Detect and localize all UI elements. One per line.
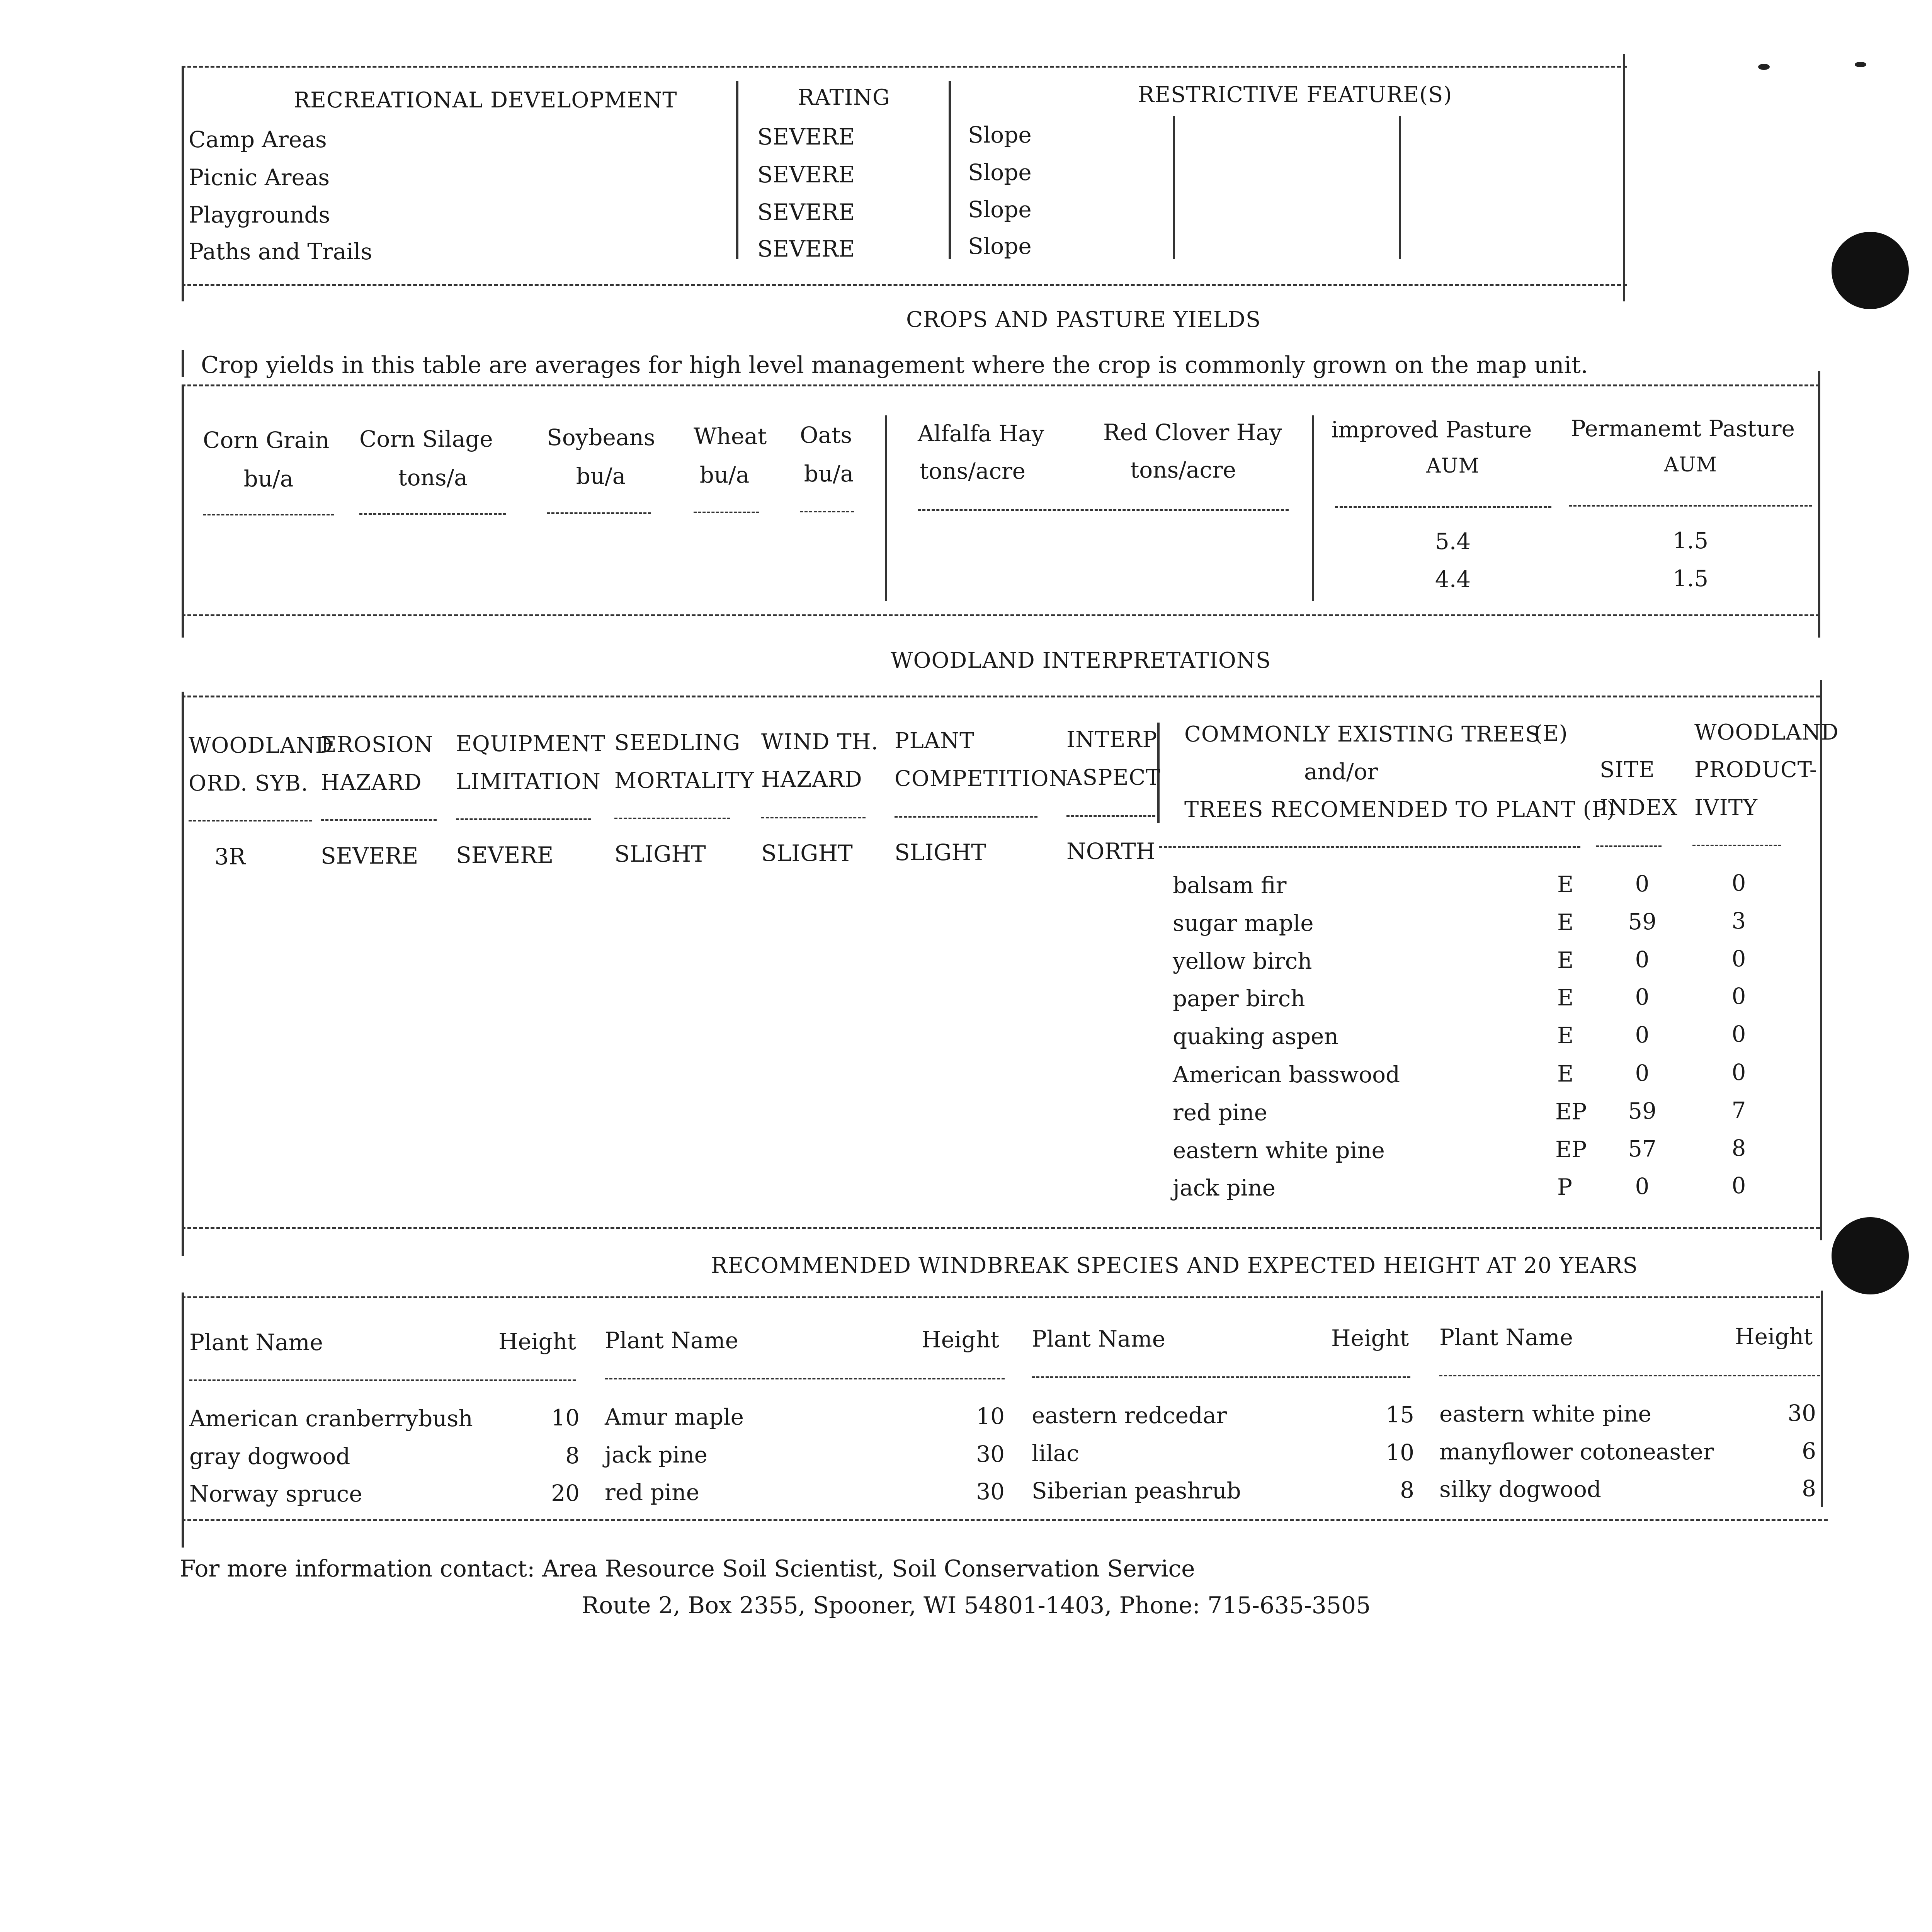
woodland-aspect-value: NORTH [1066, 838, 1156, 864]
windbreak-plant: Siberian peashrub [1032, 1478, 1241, 1504]
tree-site-index: 0 [1635, 1022, 1650, 1048]
woodland-header: EROSION [321, 732, 434, 757]
border [1399, 116, 1401, 259]
crops-note: Crop yields in this table are averages for high level management where the crop is commonly grown on the map unit. [201, 352, 1588, 379]
woodland-header: ASPECT [1066, 765, 1161, 790]
border [182, 66, 184, 301]
windbreak-height: 10 [1386, 1439, 1414, 1466]
windbreak-height: 30 [1787, 1400, 1816, 1426]
divider [182, 696, 1820, 697]
recreation-feature: Slope [968, 122, 1032, 148]
tree-code: E [1557, 985, 1574, 1011]
column-underline [1159, 846, 1580, 848]
windbreak-header-plant: Plant Name [1032, 1326, 1165, 1352]
recreation-activity: Camp Areas [189, 126, 327, 153]
divider [182, 1296, 1820, 1298]
woodland-wind-value: SLIGHT [761, 840, 853, 866]
border [1821, 1291, 1823, 1507]
crops-col-soybeans: Soybeans [547, 424, 655, 451]
tree-name: sugar maple [1173, 910, 1314, 936]
crops-unit: tons/acre [1130, 457, 1236, 483]
border [1312, 415, 1314, 601]
recreation-header-restrictive: RESTRICTIVE FEATURE(S) [1138, 82, 1452, 107]
border [1820, 680, 1822, 1240]
recreation-rating: SEVERE [757, 199, 855, 225]
speck-mark [1855, 62, 1866, 67]
punch-hole [1832, 1217, 1909, 1294]
woodland-header: ORD. SYB. [189, 771, 308, 796]
windbreak-header-height: Height [1735, 1323, 1813, 1350]
windbreak-height: 10 [976, 1403, 1005, 1429]
column-underline [1439, 1375, 1820, 1376]
tree-productivity: 0 [1731, 946, 1746, 972]
tree-code: E [1557, 1061, 1574, 1087]
border [949, 81, 951, 259]
crops-col-permanent-pasture: Permanemt Pasture [1571, 415, 1795, 442]
tree-site-index: 57 [1628, 1136, 1656, 1162]
divider [182, 614, 1820, 616]
tree-productivity: 0 [1731, 870, 1746, 896]
woodland-header: COMPETITION [895, 766, 1068, 791]
crops-col-alfalfa: Alfalfa Hay [918, 420, 1044, 447]
border [182, 1293, 184, 1548]
tree-site-index: 0 [1635, 1060, 1650, 1086]
tree-name: red pine [1173, 1099, 1267, 1126]
windbreak-height: 30 [976, 1441, 1005, 1467]
tree-code: E [1557, 947, 1574, 973]
woodland-header: WIND TH. [761, 730, 879, 755]
windbreak-plant: lilac [1032, 1440, 1079, 1466]
tree-code: P [1557, 1174, 1573, 1200]
woodland-header: WOODLAND [189, 733, 333, 758]
contact-line-1: For more information contact: Area Resource Soil Scientist, Soil Conservation Service [180, 1555, 1195, 1582]
windbreak-height: 8 [1400, 1477, 1414, 1503]
column-underline [1335, 506, 1551, 508]
tree-code: EP [1555, 1136, 1587, 1163]
tree-site-index: 0 [1635, 871, 1650, 897]
windbreak-header-plant: Plant Name [605, 1327, 738, 1354]
woodland-header: PLANT [895, 728, 975, 753]
column-underline [547, 512, 651, 514]
windbreak-header-height: Height [1331, 1325, 1409, 1351]
column-underline [203, 514, 334, 515]
crops-unit: AUM [1426, 454, 1480, 478]
column-underline [918, 509, 1289, 511]
crops-col-improved-pasture: improved Pasture [1331, 417, 1532, 443]
windbreak-plant: eastern redcedar [1032, 1402, 1227, 1429]
tree-code: E [1557, 871, 1574, 898]
tree-code: EP [1555, 1099, 1587, 1125]
crops-permanent-value: 1.5 [1672, 565, 1709, 592]
windbreak-plant: red pine [605, 1479, 699, 1505]
column-underline [1692, 845, 1781, 846]
woodland-trees-header: (E) [1534, 721, 1568, 746]
tree-productivity: 8 [1731, 1135, 1746, 1161]
tree-name: quaking aspen [1173, 1023, 1338, 1049]
recreation-activity: Playgrounds [189, 202, 330, 228]
border [182, 386, 184, 638]
woodland-header: HAZARD [761, 767, 862, 792]
tree-productivity: 0 [1731, 1059, 1746, 1085]
woodland-plant-value: SLIGHT [895, 839, 986, 866]
column-underline [694, 512, 759, 513]
crops-col-oats: Oats [800, 422, 852, 448]
divider [182, 66, 1627, 68]
windbreak-plant: manyflower cotoneaster [1439, 1439, 1714, 1465]
recreation-feature: Slope [968, 196, 1032, 223]
column-underline [1596, 845, 1662, 847]
windbreak-title: RECOMMENDED WINDBREAK SPECIES AND EXPECTED HEIGHT AT 20 YEARS [711, 1253, 1638, 1278]
tree-site-index: 0 [1635, 984, 1650, 1010]
woodland-trees-header: COMMONLY EXISTING TREES [1184, 722, 1541, 747]
border [1173, 116, 1175, 259]
speck-mark [1758, 64, 1770, 70]
windbreak-height: 8 [1802, 1475, 1816, 1502]
tree-productivity: 0 [1731, 1021, 1746, 1047]
woodland-title: WOODLAND INTERPRETATIONS [891, 648, 1271, 673]
crops-col-wheat: Wheat [694, 423, 767, 449]
woodland-site-header: SITE [1600, 757, 1655, 782]
contact-line-2: Route 2, Box 2355, Spooner, WI 54801-1403, Phone: 715-635-3505 [582, 1592, 1371, 1619]
crops-unit: bu/a [804, 461, 854, 487]
tree-productivity: 3 [1731, 908, 1746, 934]
woodland-header: EQUIPMENT [456, 731, 606, 757]
tree-name: paper birch [1173, 985, 1305, 1012]
windbreak-plant: Norway spruce [189, 1481, 362, 1507]
tree-productivity: 0 [1731, 983, 1746, 1009]
windbreak-plant: American cranberrybush [189, 1405, 473, 1432]
recreation-activity: Picnic Areas [189, 164, 330, 190]
divider [182, 1227, 1820, 1229]
windbreak-header-plant: Plant Name [189, 1329, 323, 1355]
windbreak-plant: silky dogwood [1439, 1476, 1601, 1502]
woodland-trees-header: and/or [1304, 759, 1378, 785]
column-underline [605, 1378, 1005, 1379]
recreation-activity: Paths and Trails [189, 238, 372, 265]
recreation-rating: SEVERE [757, 124, 855, 150]
divider [182, 284, 1627, 286]
column-underline [189, 1379, 576, 1381]
crops-unit: AUM [1664, 453, 1717, 476]
woodland-header: LIMITATION [456, 769, 601, 794]
crops-title: CROPS AND PASTURE YIELDS [906, 307, 1261, 332]
windbreak-height: 6 [1802, 1438, 1816, 1464]
crops-col-corn-silage: Corn Silage [359, 426, 493, 452]
windbreak-height: 10 [551, 1405, 580, 1431]
recreation-rating: SEVERE [757, 162, 855, 188]
tree-name: yellow birch [1173, 948, 1312, 974]
divider [182, 1519, 1828, 1521]
recreation-rating: SEVERE [757, 236, 855, 262]
border [736, 81, 738, 259]
crops-col-red-clover: Red Clover Hay [1103, 419, 1282, 446]
tree-code: E [1557, 1022, 1574, 1049]
woodland-prod-header: PRODUCT- [1694, 757, 1817, 782]
column-underline [761, 817, 866, 818]
recreation-header-activity: RECREATIONAL DEVELOPMENT [294, 88, 677, 113]
column-underline [614, 818, 730, 819]
tree-productivity: 0 [1731, 1172, 1746, 1199]
windbreak-height: 20 [551, 1480, 580, 1506]
woodland-equipment-value: SEVERE [456, 842, 554, 868]
windbreak-header-height: Height [922, 1327, 1000, 1353]
woodland-header: INTERP [1066, 727, 1158, 752]
column-underline [1066, 815, 1155, 817]
tree-productivity: 7 [1731, 1097, 1746, 1123]
tree-name: eastern white pine [1173, 1137, 1385, 1163]
windbreak-plant: Amur maple [605, 1404, 744, 1430]
woodland-header: MORTALITY [614, 768, 754, 793]
column-underline [1569, 505, 1812, 507]
woodland-ord-value: 3R [214, 844, 246, 870]
column-underline [456, 818, 591, 820]
woodland-header: SEEDLING [614, 730, 741, 755]
windbreak-height: 30 [976, 1478, 1005, 1505]
border [1623, 54, 1625, 301]
tree-name: American basswood [1173, 1061, 1400, 1088]
tree-site-index: 59 [1628, 908, 1656, 935]
windbreak-plant: gray dogwood [189, 1443, 350, 1469]
windbreak-height: 15 [1386, 1401, 1414, 1428]
crops-unit: bu/a [243, 466, 294, 492]
woodland-seedling-value: SLIGHT [614, 841, 706, 867]
windbreak-plant: eastern white pine [1439, 1401, 1651, 1427]
crops-unit: bu/a [699, 462, 750, 488]
column-underline [895, 816, 1037, 818]
tree-site-index: 0 [1635, 1173, 1650, 1199]
recreation-feature: Slope [968, 159, 1032, 185]
crops-permanent-value: 1.5 [1672, 527, 1709, 554]
woodland-erosion-value: SEVERE [321, 843, 418, 869]
tree-code: E [1557, 909, 1574, 935]
woodland-trees-header: TREES RECOMENDED TO PLANT (P) [1184, 797, 1616, 822]
column-underline [1032, 1376, 1410, 1378]
woodland-site-header: INDEX [1600, 795, 1678, 820]
tree-name: jack pine [1173, 1175, 1276, 1201]
divider [182, 384, 1820, 386]
border [1818, 371, 1820, 638]
windbreak-header-height: Height [498, 1328, 577, 1355]
tree-site-index: 59 [1628, 1098, 1656, 1124]
woodland-header: HAZARD [321, 770, 422, 795]
border [182, 350, 184, 377]
crops-improved-value: 5.4 [1435, 528, 1471, 554]
tree-name: balsam fir [1173, 872, 1287, 898]
recreation-header-rating: RATING [798, 85, 890, 110]
column-underline [321, 819, 437, 821]
column-underline [359, 513, 506, 515]
crops-improved-value: 4.4 [1435, 566, 1471, 592]
border [182, 692, 184, 1256]
crops-unit: tons/a [398, 464, 468, 491]
windbreak-height: 8 [565, 1442, 580, 1469]
crops-unit: tons/acre [920, 458, 1026, 484]
windbreak-header-plant: Plant Name [1439, 1324, 1573, 1350]
woodland-prod-header: IVITY [1694, 795, 1758, 820]
woodland-prod-header: WOODLAND [1694, 720, 1839, 745]
windbreak-plant: jack pine [605, 1442, 707, 1468]
punch-hole [1832, 232, 1909, 309]
column-underline [800, 511, 854, 512]
crops-unit: bu/a [576, 463, 626, 489]
recreation-feature: Slope [968, 233, 1032, 259]
column-underline [189, 820, 312, 821]
tree-site-index: 0 [1635, 946, 1650, 973]
border [885, 415, 887, 601]
crops-col-corn-grain: Corn Grain [203, 427, 330, 453]
